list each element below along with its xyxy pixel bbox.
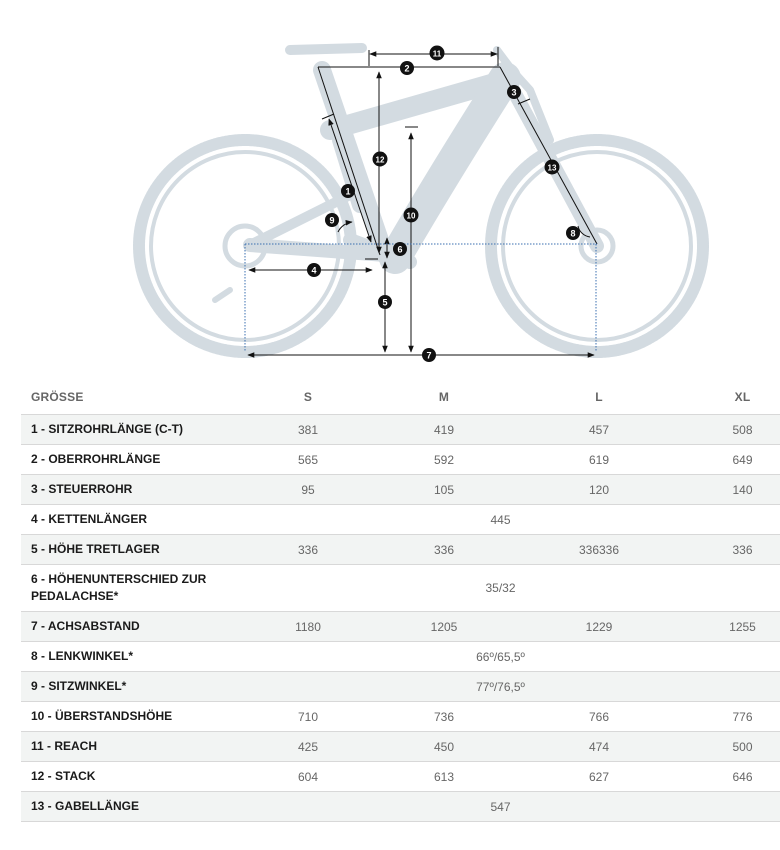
- row-label: 3 - STEUERROHR: [21, 475, 221, 505]
- row-label: 9 - SITZWINKEL*: [21, 672, 221, 702]
- value-s: 381: [221, 415, 395, 445]
- value-xl: 649: [705, 445, 780, 475]
- header-size: GRÖSSE: [31, 390, 84, 404]
- value-m: 736: [395, 702, 493, 732]
- svg-text:12: 12: [375, 155, 385, 165]
- marker-3: [507, 85, 521, 99]
- marker-1: [341, 184, 355, 198]
- value-m: 592: [395, 445, 493, 475]
- table-row: [21, 445, 780, 475]
- value-m: 336: [395, 535, 493, 565]
- value-m: 419: [395, 415, 493, 445]
- header-s: S: [303, 390, 313, 404]
- value-l: 619: [493, 445, 705, 475]
- row-label: 10 - ÜBERSTANDSHÖHE: [21, 702, 221, 732]
- row-label: 11 - REACH: [21, 732, 221, 762]
- value-s: 425: [221, 732, 395, 762]
- value-all-sizes: 547: [221, 792, 780, 822]
- svg-text:6: 6: [397, 244, 403, 255]
- value-s: 604: [221, 762, 395, 792]
- table-header-row: [21, 380, 780, 415]
- bike-geometry-diagram: [0, 0, 780, 370]
- marker-11: [430, 46, 445, 61]
- table-row: [21, 642, 780, 672]
- value-s: 336: [221, 535, 395, 565]
- row-label: 7 - ACHSABSTAND: [21, 612, 221, 642]
- marker-12: [373, 152, 388, 167]
- value-l: 766: [493, 702, 705, 732]
- row-label: 5 - HÖHE TRETLAGER: [21, 535, 221, 565]
- table-row: [21, 672, 780, 702]
- value-s: 95: [221, 475, 395, 505]
- value-xl: 500: [705, 732, 780, 762]
- table-row: [21, 702, 780, 732]
- svg-text:1: 1: [345, 186, 351, 197]
- table-row: [21, 762, 780, 792]
- geometry-table: [21, 380, 780, 822]
- value-all-sizes: 77º/76,5º: [221, 672, 780, 702]
- table-row: [21, 732, 780, 762]
- value-l: 1229: [493, 612, 705, 642]
- marker-9: [325, 213, 339, 227]
- value-m: 105: [395, 475, 493, 505]
- marker-13: [545, 160, 560, 175]
- table-row: [21, 415, 780, 445]
- row-label: 2 - OBERROHRLÄNGE: [21, 445, 221, 475]
- row-label: 12 - STACK: [21, 762, 221, 792]
- value-xl: 140: [705, 475, 780, 505]
- svg-text:7: 7: [426, 350, 432, 361]
- value-s: 1180: [221, 612, 395, 642]
- marker-8: [566, 226, 580, 240]
- value-all-sizes: 66º/65,5º: [221, 642, 780, 672]
- table-row: [21, 475, 780, 505]
- row-label: 8 - LENKWINKEL*: [21, 642, 221, 672]
- svg-text:13: 13: [547, 163, 557, 173]
- svg-text:3: 3: [511, 87, 517, 98]
- row-label: 1 - SITZROHRLÄNGE (C-T): [21, 415, 221, 445]
- value-s: 710: [221, 702, 395, 732]
- value-m: 450: [395, 732, 493, 762]
- table-row: [21, 612, 780, 642]
- value-s: 565: [221, 445, 395, 475]
- value-all-sizes: 35/32: [221, 565, 780, 612]
- value-xl: 1255: [705, 612, 780, 642]
- marker-10: [404, 208, 419, 223]
- value-xl: 508: [705, 415, 780, 445]
- value-l: 474: [493, 732, 705, 762]
- marker-5: [378, 295, 392, 309]
- value-l: 457: [493, 415, 705, 445]
- header-m: M: [438, 390, 450, 404]
- table-row: [21, 565, 780, 612]
- svg-text:9: 9: [329, 215, 335, 226]
- bike-silhouette: [139, 48, 703, 352]
- svg-text:8: 8: [570, 228, 576, 239]
- marker-4: [307, 263, 321, 277]
- row-label: 13 - GABELLÄNGE: [21, 792, 221, 822]
- header-l: L: [595, 390, 603, 404]
- table-row: [21, 505, 780, 535]
- svg-text:11: 11: [432, 49, 442, 59]
- value-xl: 776: [705, 702, 780, 732]
- marker-2: [400, 61, 414, 75]
- saddle: [290, 48, 362, 50]
- svg-text:4: 4: [311, 265, 317, 276]
- svg-text:5: 5: [382, 297, 388, 308]
- table-row: [21, 535, 780, 565]
- row-label: 4 - KETTENLÄNGER: [21, 505, 221, 535]
- table-row: [21, 792, 780, 822]
- svg-text:2: 2: [404, 63, 410, 74]
- marker-6: [393, 242, 407, 256]
- value-l: 627: [493, 762, 705, 792]
- header-xl: XL: [734, 390, 751, 404]
- row-label: 6 - HÖHENUNTERSCHIED ZUR PEDALACHSE*: [21, 565, 221, 612]
- value-l: 120: [493, 475, 705, 505]
- value-all-sizes: 445: [221, 505, 780, 535]
- marker-7: [422, 348, 436, 362]
- value-m: 1205: [395, 612, 493, 642]
- svg-text:10: 10: [406, 211, 416, 221]
- value-xl: 646: [705, 762, 780, 792]
- value-xl: 336: [705, 535, 780, 565]
- value-m: 613: [395, 762, 493, 792]
- value-l: 336336: [493, 535, 705, 565]
